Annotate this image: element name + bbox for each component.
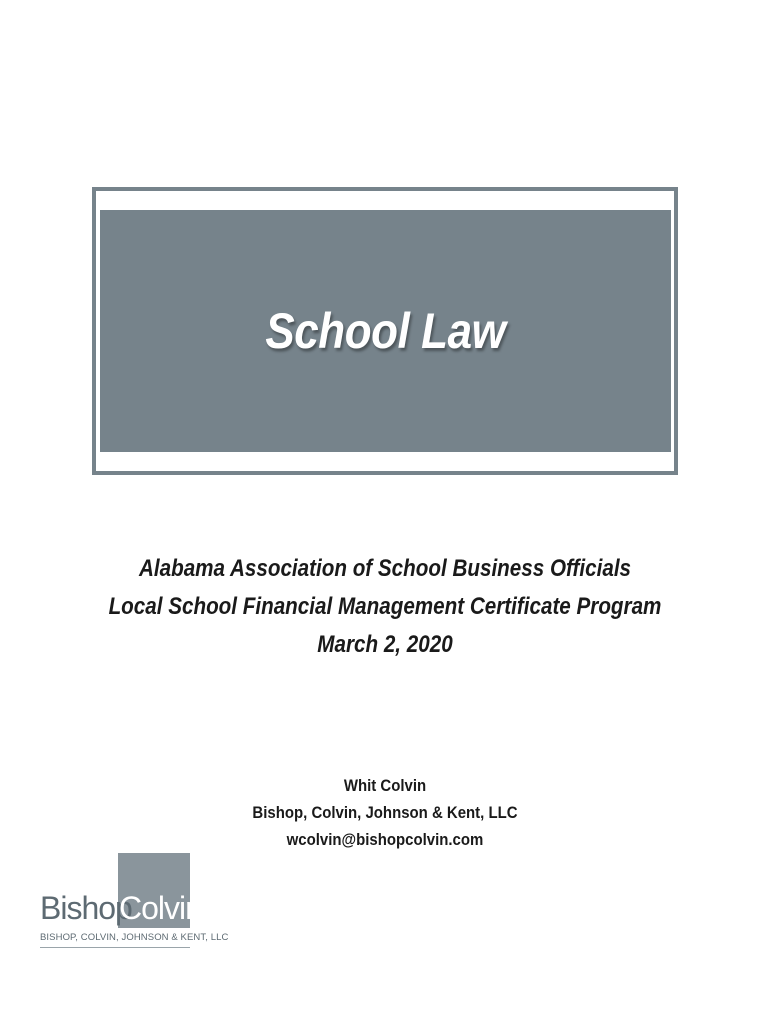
event-info	[0, 550, 770, 664]
logo-word-colvin: Colvin	[119, 890, 202, 926]
presenter-name: Whit Colvin	[343, 776, 427, 795]
logo-divider	[40, 947, 190, 948]
firm-logo	[40, 853, 229, 953]
event-program: Local School Financial Management Certificate Program	[108, 593, 662, 620]
logo-tagline: BISHOP, COLVIN, JOHNSON & KENT, LLC	[40, 932, 229, 943]
logo-word-bishop: Bishop	[40, 890, 132, 926]
presenter-email: wcolvin@bishopcolvin.com	[286, 830, 484, 849]
event-date: March 2, 2020	[317, 631, 453, 658]
page-title: School Law	[265, 303, 506, 359]
event-organization: Alabama Association of School Business Officials	[138, 555, 632, 582]
presenter-firm: Bishop, Colvin, Johnson & Kent, LLC	[252, 803, 518, 822]
presenter-info	[0, 772, 770, 853]
title-panel	[100, 210, 671, 452]
